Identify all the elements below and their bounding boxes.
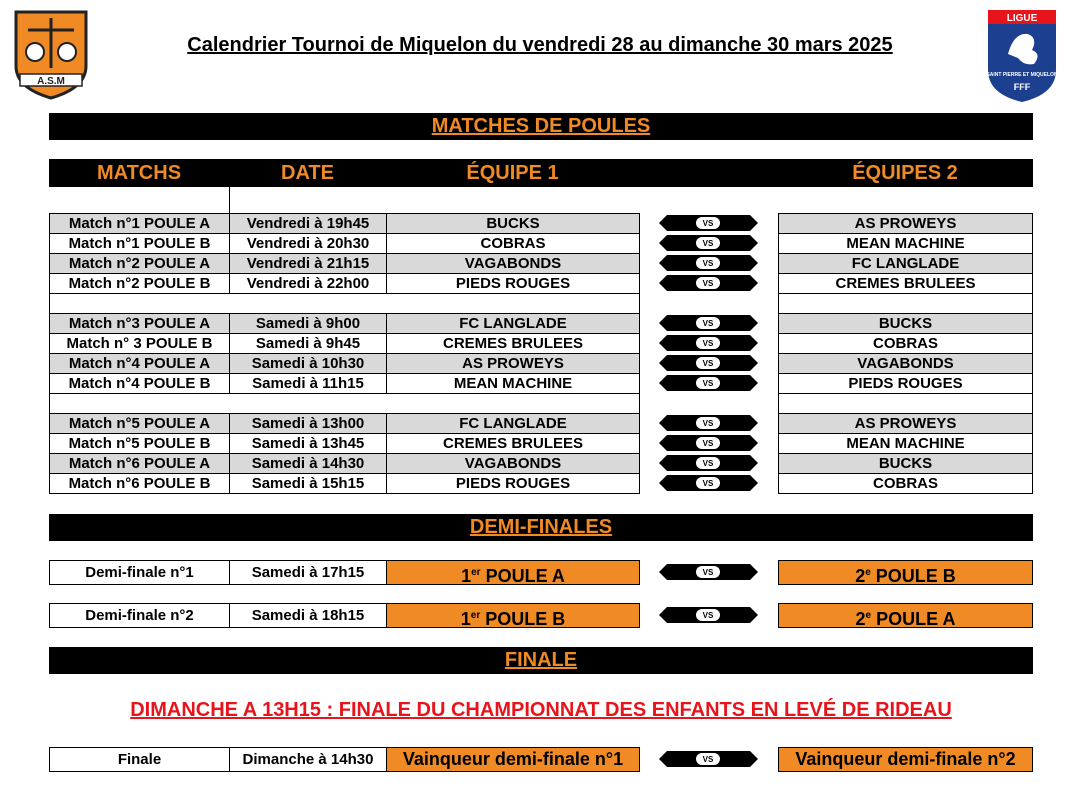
vs-badge xyxy=(659,415,758,431)
semi-team1-suffix: er xyxy=(471,567,481,578)
vs-text: VS xyxy=(702,755,714,764)
semi-team2-cell xyxy=(778,560,1033,585)
vs-badge xyxy=(659,475,758,491)
semi-team1-pool: POULE B xyxy=(480,609,566,628)
vs-text: VS xyxy=(702,459,714,468)
pool-date-cell: Samedi à 9h00 xyxy=(229,313,387,334)
separator-row xyxy=(49,393,640,414)
semi-date-cell: Samedi à 18h15 xyxy=(229,603,387,628)
pool-team1-cell: PIEDS ROUGES xyxy=(386,273,640,294)
pool-match-cell: Match n°5 POULE A xyxy=(49,413,230,434)
vs-text: VS xyxy=(702,479,714,488)
pool-date-cell: Samedi à 10h30 xyxy=(229,353,387,374)
vs-text: VS xyxy=(702,611,714,620)
semi-team1-cell xyxy=(386,603,640,628)
header-spacer-line xyxy=(229,187,230,213)
vs-text: VS xyxy=(702,568,714,577)
semi-team1-rank: 1 xyxy=(461,566,472,585)
pool-date-cell: Samedi à 9h45 xyxy=(229,333,387,354)
pool-date-cell: Samedi à 14h30 xyxy=(229,453,387,474)
semi-team1-suffix: er xyxy=(470,610,481,621)
pool-team2-cell: BUCKS xyxy=(778,453,1033,474)
vs-text: VS xyxy=(702,319,714,328)
pool-date-cell: Vendredi à 19h45 xyxy=(229,213,387,234)
semi-match-cell: Demi-finale n°2 xyxy=(49,603,230,628)
pool-team2-cell: COBRAS xyxy=(778,333,1033,354)
vs-badge xyxy=(659,435,758,451)
pool-team1-cell: VAGABONDS xyxy=(386,253,640,274)
vs-badge xyxy=(659,275,758,291)
vs-badge xyxy=(659,255,758,271)
pool-match-cell: Match n°2 POULE B xyxy=(49,273,230,294)
final-match-cell: Finale xyxy=(49,747,230,772)
pool-team1-cell: PIEDS ROUGES xyxy=(386,473,640,494)
asm-logo-text: A.S.M xyxy=(37,76,65,87)
vs-text: VS xyxy=(702,219,714,228)
separator-row xyxy=(778,293,1033,314)
vs-text: VS xyxy=(702,359,714,368)
pool-date-cell: Vendredi à 20h30 xyxy=(229,233,387,254)
section-pools-title: MATCHES DE POULES xyxy=(431,115,651,137)
vs-badge xyxy=(659,607,758,623)
final-date-cell: Dimanche à 14h30 xyxy=(229,747,387,772)
vs-text: VS xyxy=(702,379,714,388)
pool-team2-cell: MEAN MACHINE xyxy=(778,433,1033,454)
separator-row xyxy=(49,293,640,314)
section-final-bar xyxy=(49,647,1033,674)
vs-badge xyxy=(659,751,758,767)
curtain-raiser-notice: DIMANCHE A 13H15 : FINALE DU CHAMPIONNAT DES ENFANTS EN LEVÉ DE RIDEAU xyxy=(130,699,952,721)
pool-team2-cell: AS PROWEYS xyxy=(778,213,1033,234)
semi-team2-suffix: e xyxy=(865,567,871,578)
pool-team1-cell: MEAN MACHINE xyxy=(386,373,640,394)
ligue-fff-logo xyxy=(984,6,1060,104)
pool-date-cell: Samedi à 11h15 xyxy=(229,373,387,394)
pool-team2-cell: MEAN MACHINE xyxy=(778,233,1033,254)
pool-team1-cell: AS PROWEYS xyxy=(386,353,640,374)
semi-team1-cell xyxy=(386,560,640,585)
vs-badge xyxy=(659,355,758,371)
vs-text: VS xyxy=(702,239,714,248)
pool-team1-cell: VAGABONDS xyxy=(386,453,640,474)
section-semis-title: DEMI-FINALES xyxy=(469,516,613,538)
header-team2: ÉQUIPES 2 xyxy=(852,162,958,184)
semi-date-cell: Samedi à 17h15 xyxy=(229,560,387,585)
pool-match-cell: Match n°1 POULE A xyxy=(49,213,230,234)
pool-match-cell: Match n°6 POULE B xyxy=(49,473,230,494)
vs-badge xyxy=(659,315,758,331)
pool-team1-cell: COBRAS xyxy=(386,233,640,254)
semi-team2-rank: 2 xyxy=(855,609,866,628)
pool-date-cell: Samedi à 13h00 xyxy=(229,413,387,434)
vs-badge xyxy=(659,335,758,351)
semi-team2-cell xyxy=(778,603,1033,628)
pool-date-cell: Samedi à 15h15 xyxy=(229,473,387,494)
vs-badge xyxy=(659,375,758,391)
header-team1: ÉQUIPE 1 xyxy=(466,162,559,184)
pool-team1-cell: CREMES BRULEES xyxy=(386,333,640,354)
section-pools-bar xyxy=(49,113,1033,140)
pool-date-cell: Vendredi à 22h00 xyxy=(229,273,387,294)
pool-team2-cell: BUCKS xyxy=(778,313,1033,334)
pool-team2-cell: COBRAS xyxy=(778,473,1033,494)
pool-match-cell: Match n°3 POULE A xyxy=(49,313,230,334)
fff-text: FFF xyxy=(1013,82,1031,92)
pool-team2-cell: CREMES BRULEES xyxy=(778,273,1033,294)
section-semis-bar xyxy=(49,514,1033,541)
page-title: Calendrier Tournoi de Miquelon du vendredi 28 au dimanche 30 mars 2025 xyxy=(187,34,893,56)
separator-row xyxy=(778,393,1033,414)
vs-text: VS xyxy=(702,339,714,348)
vs-text: VS xyxy=(702,439,714,448)
section-final-title: FINALE xyxy=(504,649,578,671)
vs-badge xyxy=(659,215,758,231)
semi-team1-rank: 1 xyxy=(460,609,471,628)
pool-match-cell: Match n°6 POULE A xyxy=(49,453,230,474)
pool-date-cell: Samedi à 13h45 xyxy=(229,433,387,454)
semi-team2-rank: 2 xyxy=(855,566,866,585)
semi-match-cell: Demi-finale n°1 xyxy=(49,560,230,585)
pool-team1-cell: FC LANGLADE xyxy=(386,313,640,334)
pool-team1-cell: FC LANGLADE xyxy=(386,413,640,434)
final-team2-cell: Vainqueur demi-finale n°2 xyxy=(778,747,1033,772)
pool-team2-cell: PIEDS ROUGES xyxy=(778,373,1033,394)
pool-match-cell: Match n° 3 POULE B xyxy=(49,333,230,354)
final-team1-cell: Vainqueur demi-finale n°1 xyxy=(386,747,640,772)
pool-team2-cell: AS PROWEYS xyxy=(778,413,1033,434)
header-date: DATE xyxy=(281,162,334,184)
vs-badge xyxy=(659,235,758,251)
pool-team2-cell: FC LANGLADE xyxy=(778,253,1033,274)
pool-date-cell: Vendredi à 21h15 xyxy=(229,253,387,274)
vs-text: VS xyxy=(702,279,714,288)
pool-match-cell: Match n°4 POULE A xyxy=(49,353,230,374)
ligue-text: LIGUE xyxy=(1006,13,1038,24)
spm-text: SAINT PIERRE ET MIQUELON xyxy=(986,72,1058,78)
pool-match-cell: Match n°4 POULE B xyxy=(49,373,230,394)
pool-team2-cell: VAGABONDS xyxy=(778,353,1033,374)
asm-club-logo xyxy=(8,8,94,100)
pool-team1-cell: BUCKS xyxy=(386,213,640,234)
vs-badge xyxy=(659,564,758,580)
semi-team2-suffix: e xyxy=(865,610,872,621)
pool-match-cell: Match n°2 POULE A xyxy=(49,253,230,274)
semi-team2-pool: POULE B xyxy=(870,566,956,585)
vs-text: VS xyxy=(702,259,714,268)
pool-match-cell: Match n°5 POULE B xyxy=(49,433,230,454)
semi-team1-pool: POULE A xyxy=(480,566,565,585)
semi-team2-pool: POULE A xyxy=(871,609,956,628)
pool-team1-cell: CREMES BRULEES xyxy=(386,433,640,454)
pool-match-cell: Match n°1 POULE B xyxy=(49,233,230,254)
vs-badge xyxy=(659,455,758,471)
header-matchs: MATCHS xyxy=(96,162,182,184)
vs-text: VS xyxy=(702,419,714,428)
